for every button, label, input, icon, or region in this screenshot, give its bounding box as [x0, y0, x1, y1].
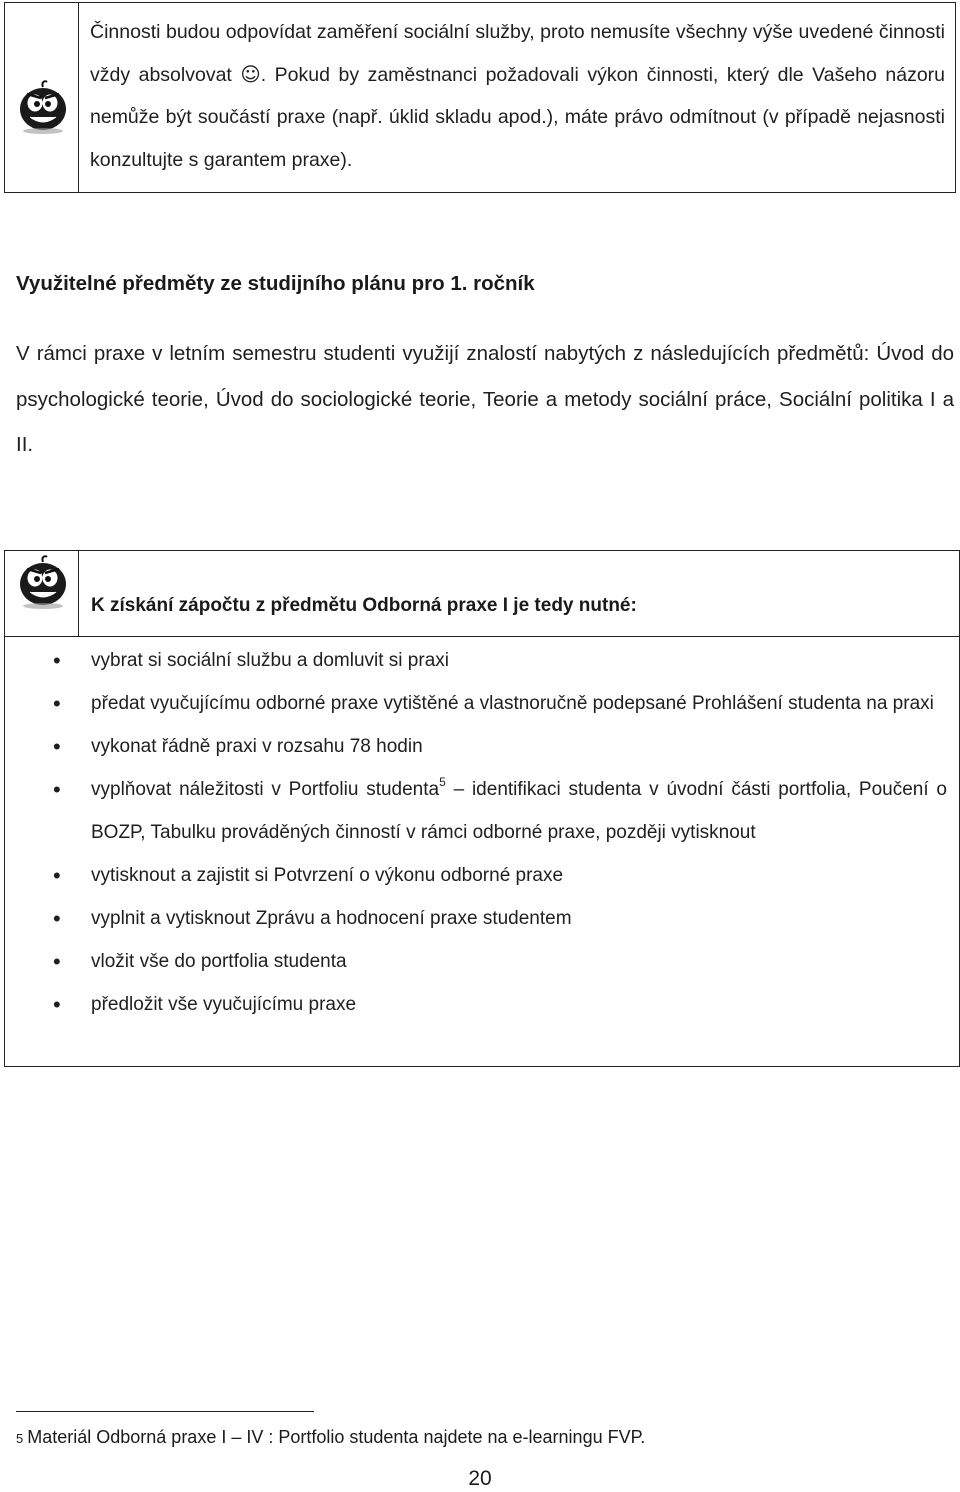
list-item-text: vyplnit a vytisknout Zprávu a hodnocení praxe studentem: [91, 908, 572, 929]
note-text-part-2: . Pokud by zaměstnanci požadovali výkon činnosti, který dle Vašeho názoru nemůže být součástí praxe (např. úklid skladu apod.), máte právo odmítnout (v případě nejasnosti konzultujte s garantem praxe).: [90, 63, 946, 171]
list-item-text: vyplňovat náležitosti v Portfoliu studenta: [91, 779, 440, 800]
bullet-icon: •: [53, 648, 61, 673]
requirements-box: [4, 550, 960, 1067]
cartoon-mascot-icon: [17, 554, 69, 610]
requirements-box-vertical-divider: [78, 551, 79, 636]
section-heading: Využitelné předměty ze studijního plánu pro 1. ročník: [16, 272, 535, 295]
note-box-divider: [78, 3, 79, 192]
list-item: [5, 725, 955, 768]
list-item-text: předložit vše vyučujícímu praxe: [91, 994, 357, 1015]
smiley-icon: ☺: [240, 62, 261, 86]
list-item-text-continued: – identifikaci studenta v úvodní části portfolia, Poučení o BOZP, Tabulku prováděných činností v rámci odborné praxe, později vytisknout: [91, 779, 948, 843]
footnote-separator: [16, 1411, 314, 1412]
cartoon-mascot-icon: [17, 79, 69, 135]
footnote-reference: 5: [439, 775, 446, 789]
list-item-text: vložit vše do portfolia studenta: [91, 951, 347, 972]
list-item-text: předat vyučujícímu odborné praxe vytištěné a vlastnoručně podepsané Prohlášení studenta na praxi: [91, 693, 934, 714]
bullet-icon: •: [53, 949, 61, 974]
requirements-list: [5, 639, 955, 1026]
bullet-icon: •: [53, 734, 61, 759]
list-item: [5, 983, 955, 1026]
list-item-text: vykonat řádně praxi v rozsahu 78 hodin: [91, 736, 423, 757]
footnote-text: Materiál Odborná praxe I – IV : Portfolio studenta najdete na e-learningu FVP.: [27, 1427, 646, 1447]
note-box: [4, 2, 956, 193]
bullet-icon: •: [53, 863, 61, 888]
list-item: [5, 768, 955, 854]
list-item: [5, 639, 955, 682]
note-text-part-1: Činnosti budou odpovídat zaměření sociální služby, proto nemusíte všechny výše uvedené činnosti vždy absolvovat: [90, 21, 945, 86]
bullet-icon: •: [53, 777, 61, 802]
list-item: [5, 897, 955, 940]
page-number: 20: [468, 1467, 492, 1490]
bullet-icon: •: [53, 691, 61, 716]
note-text: [90, 11, 945, 181]
bullet-icon: •: [53, 906, 61, 931]
bullet-icon: •: [53, 992, 61, 1017]
list-item: [5, 682, 955, 725]
footnote: [16, 1427, 645, 1448]
list-item: [5, 854, 955, 897]
requirements-title: K získání zápočtu z předmětu Odborná praxe I je tedy nutné:: [91, 595, 637, 616]
requirements-box-horizontal-divider: [5, 636, 959, 637]
list-item-text: vytisknout a zajistit si Potvrzení o výkonu odborné praxe: [91, 865, 564, 886]
footnote-number: 5: [16, 1431, 24, 1446]
list-item-text: vybrat si sociální službu a domluvit si praxi: [91, 650, 449, 671]
intro-paragraph: V rámci praxe v letním semestru studenti využijí znalostí nabytých z následujících předmětů: Úvod do psychologické teorie, Úvod do sociologické teorie, Teorie a metody sociální práce, Sociální politika I a II.: [16, 342, 954, 456]
list-item: [5, 940, 955, 983]
